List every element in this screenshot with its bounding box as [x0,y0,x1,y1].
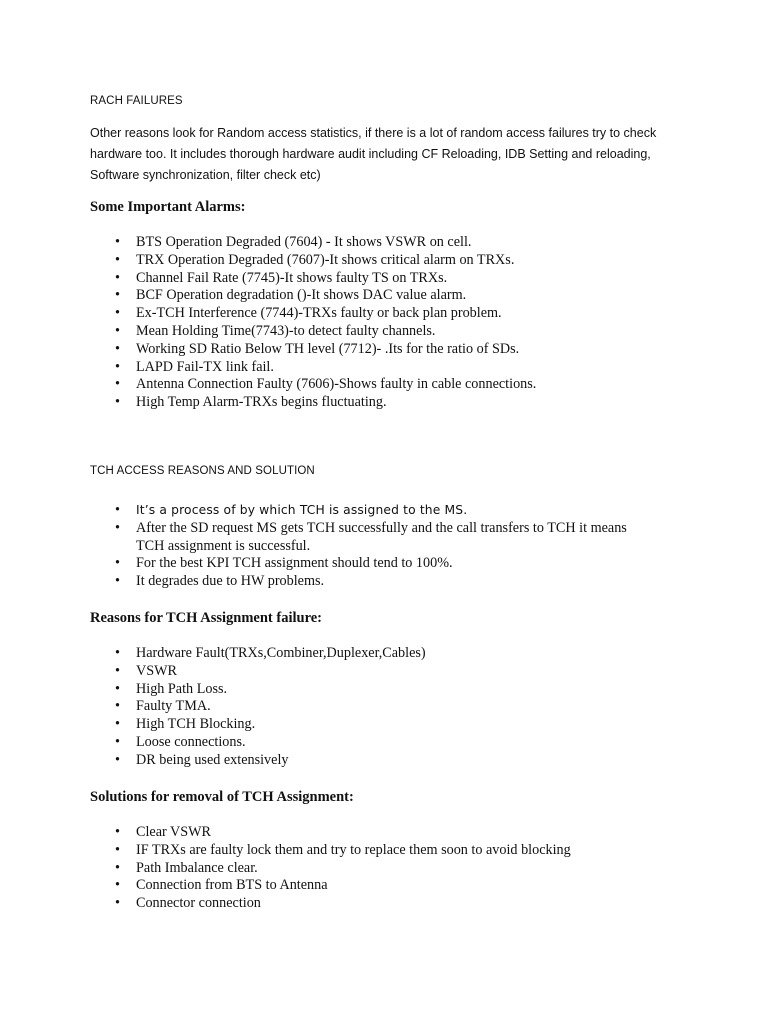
list-item-text: Path Imbalance clear. [136,859,258,876]
bullet-icon: • [115,841,120,858]
list-item [0,305,768,323]
bullet-icon: • [115,716,120,733]
list-item [0,573,768,591]
bullet-icon: • [115,234,120,250]
list-item [0,359,768,377]
bullet-icon: • [115,662,120,679]
alarms-list [0,234,768,412]
list-item-text: It’s a process of by which TCH is assigned to the MS. [136,503,468,517]
list-item-text: Antenna Connection Faulty (7606)-Shows faulty in cable connections. [136,376,537,393]
list-item-text: Working SD Ratio Below TH level (7712)- .Its for the ratio of SDs. [136,340,520,357]
list-item [0,376,768,394]
bullet-icon: • [115,376,120,393]
list-item-text: TRX Operation Degraded (7607)-It shows critical alarm on TRXs. [136,251,515,268]
list-item-text: For the best KPI TCH assignment should tend to 100%. [136,555,453,572]
list-item-text: Hardware Fault(TRXs,Combiner,Duplexer,Cables) [136,645,426,661]
solutions-list [0,824,768,913]
rach-paragraph-line: Software synchronization, filter check etc) [90,168,321,182]
solutions-heading: Solutions for removal of TCH Assignment: [90,789,354,805]
list-item-text: VSWR [136,662,177,679]
list-item [0,681,768,699]
list-item-text: Ex-TCH Interference (7744)-TRXs faulty or back plan problem. [136,305,502,322]
alarms-heading: Some Important Alarms: [90,199,246,215]
list-item [0,895,768,913]
bullet-icon: • [115,751,120,768]
list-item-text: BCF Operation degradation ()-It shows DAC value alarm. [136,287,467,304]
list-item [0,234,768,252]
list-item [0,824,768,842]
list-item-text: It degrades due to HW problems. [136,573,325,590]
bullet-icon: • [115,269,120,286]
bullet-icon: • [115,394,120,411]
list-item-text: After the SD request MS gets TCH successfully and the call transfers to TCH it means [136,519,627,536]
list-item-text: High Path Loss. [136,680,228,697]
failure-reasons-heading: Reasons for TCH Assignment failure: [90,610,323,626]
list-item-text: IF TRXs are faulty lock them and try to replace them soon to avoid blocking [136,841,571,858]
tch-points-list [0,502,768,591]
bullet-icon: • [115,251,120,268]
list-item-text: LAPD Fail-TX link fail. [136,358,274,375]
bullet-icon: • [115,555,120,572]
bullet-icon: • [115,733,120,750]
list-item-text: Clear VSWR [136,824,212,840]
list-item [0,287,768,305]
bullet-icon: • [115,519,120,536]
list-item [0,734,768,752]
list-item [0,842,768,860]
list-item [0,502,768,520]
list-item-text: Channel Fail Rate (7745)-It shows faulty TS on TRXs. [136,269,448,286]
list-item-text: Connector connection [136,895,261,912]
bullet-icon: • [115,287,120,304]
bullet-icon: • [115,305,120,322]
bullet-icon: • [115,358,120,375]
bullet-icon: • [115,877,120,894]
list-item [0,394,768,412]
list-item [0,698,768,716]
list-item [0,270,768,288]
list-item [0,877,768,895]
list-item-text: BTS Operation Degraded (7604) - It shows VSWR on cell. [136,234,472,250]
list-item-text: Faulty TMA. [136,698,211,715]
list-item [0,555,768,573]
list-item-text: Loose connections. [136,733,246,750]
list-item [0,341,768,359]
list-item [0,663,768,681]
bullet-icon: • [115,859,120,876]
bullet-icon: • [115,502,120,518]
list-item-text: High Temp Alarm-TRXs begins fluctuating. [136,394,387,411]
list-item-text: High TCH Blocking. [136,716,256,733]
list-item [0,752,768,770]
list-item [0,323,768,341]
list-item [0,860,768,878]
bullet-icon: • [115,645,120,661]
tch-access-heading: TCH ACCESS REASONS AND SOLUTION [90,465,315,477]
list-item [0,520,768,556]
list-item [0,716,768,734]
list-item-text: Mean Holding Time(7743)-to detect faulty channels. [136,322,436,339]
bullet-icon: • [115,698,120,715]
bullet-icon: • [115,340,120,357]
failure-reasons-list [0,645,768,770]
rach-paragraph-line: hardware too. It includes thorough hardware audit including CF Reloading, IDB Setting and reloading, [90,147,651,161]
list-item [0,645,768,663]
rach-paragraph [90,123,690,186]
bullet-icon: • [115,895,120,912]
list-item [0,252,768,270]
bullet-icon: • [115,573,120,590]
list-item-text: DR being used extensively [136,751,289,768]
bullet-icon: • [115,680,120,697]
bullet-icon: • [115,322,120,339]
rach-paragraph-line: Other reasons look for Random access statistics, if there is a lot of random access failures try to check [90,126,657,140]
list-item-text: Connection from BTS to Antenna [136,877,328,894]
bullet-icon: • [115,824,120,840]
list-item-continuation: TCH assignment is successful. [136,537,311,554]
rach-failures-heading: RACH FAILURES [90,95,183,107]
